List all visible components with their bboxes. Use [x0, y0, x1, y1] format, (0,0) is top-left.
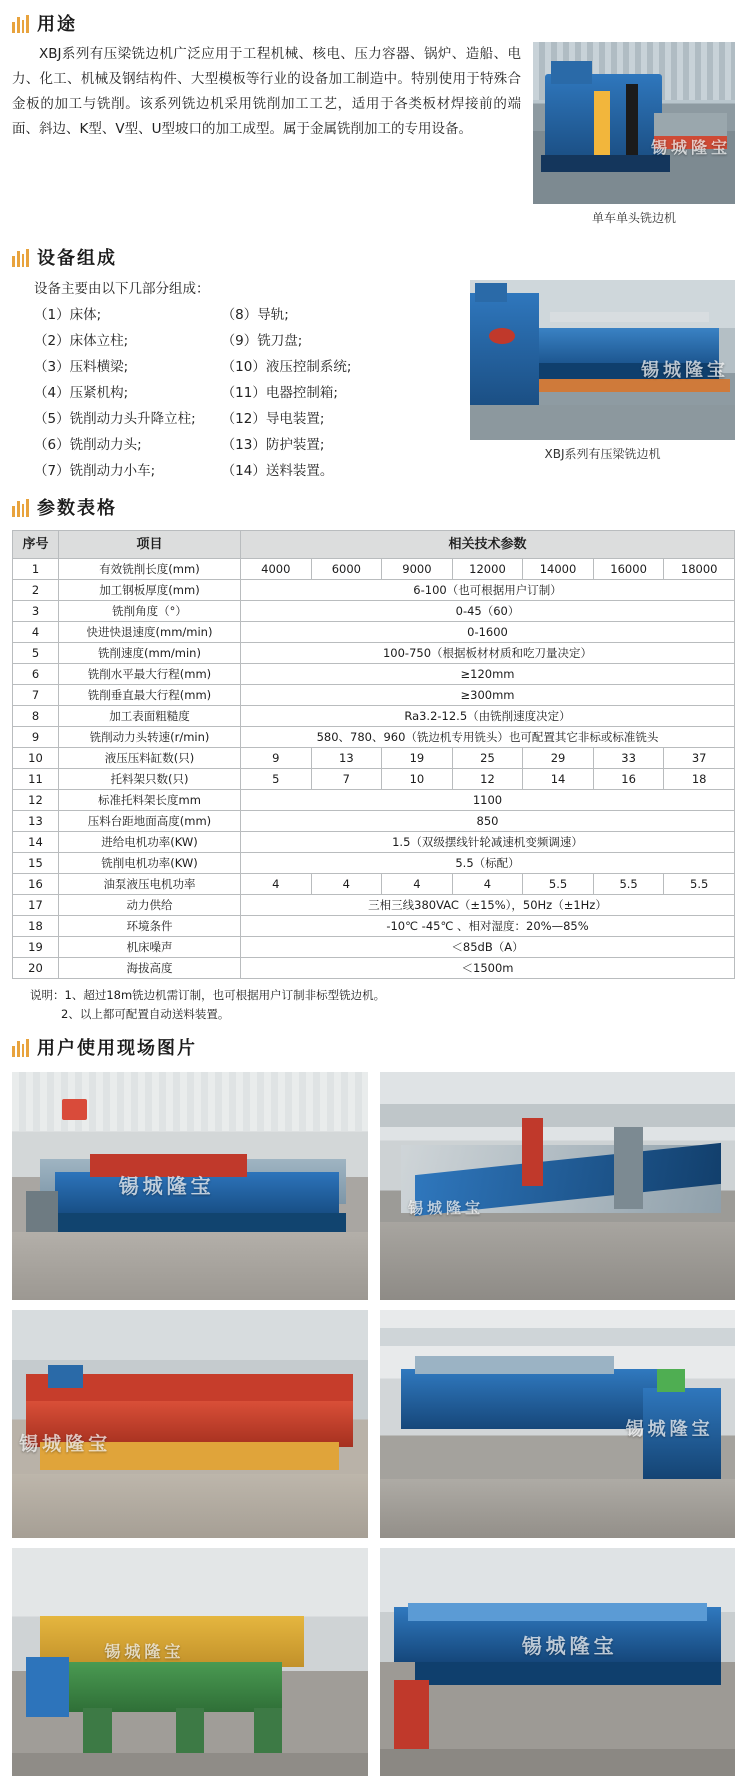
- cell-value: 13: [311, 748, 382, 769]
- cell-value: 19: [382, 748, 453, 769]
- gallery-photo-6[interactable]: [380, 1548, 736, 1776]
- cell-value: 9000: [382, 559, 453, 580]
- site-photo-gallery: [0, 1066, 747, 1776]
- section-heading-gallery: [12, 1034, 747, 1060]
- cell-item: 铣削速度(mm/min): [59, 643, 241, 664]
- cell-no: 17: [13, 895, 59, 916]
- cell-value: 1100: [241, 790, 735, 811]
- section-title-spec: 参数表格: [37, 498, 117, 519]
- cell-value: 4: [452, 874, 523, 895]
- cell-item: 进给电机功率(KW): [59, 832, 241, 853]
- list-item: （13）防护装置;: [221, 437, 325, 453]
- cell-no: 13: [13, 811, 59, 832]
- cell-no: 19: [13, 937, 59, 958]
- table-row: [13, 643, 735, 664]
- cell-item: 托料架只数(只): [59, 769, 241, 790]
- spec-table-body: [13, 559, 735, 979]
- watermark: 锡城隆宝: [118, 1174, 215, 1199]
- table-row: [13, 790, 735, 811]
- use-paragraph: XBJ系列有压梁铣边机广泛应用于工程机械、核电、压力容器、锅炉、造船、电力、化工、机械及钢结构件、大型模板等行业的设备加工制造中。特别使用于特殊合金板的加工与铣削。该系列铣边机采用铣削加工工艺，适用于各类板材焊接前的端面、斜边、K型、V型、U型坡口的加工成型。属于金属铣削加工的专用设备。: [12, 46, 521, 137]
- cell-no: 18: [13, 916, 59, 937]
- use-figure: [533, 42, 735, 226]
- col-header-params: 相关技术参数: [241, 531, 735, 559]
- cell-value: ＜1500m: [241, 958, 735, 979]
- cell-value: 5.5: [593, 874, 664, 895]
- cell-value: 4: [311, 874, 382, 895]
- cell-no: 5: [13, 643, 59, 664]
- cell-value: Ra3.2-12.5（由铣削速度决定）: [241, 706, 735, 727]
- section-heading-composition: [12, 244, 747, 270]
- list-item: （10）液压控制系统;: [221, 359, 352, 375]
- section-title-use: 用途: [37, 14, 77, 35]
- cell-value: 9: [241, 748, 312, 769]
- gallery-photo-2[interactable]: [380, 1072, 736, 1300]
- watermark: 锡城隆宝: [19, 1432, 112, 1455]
- cell-value: 850: [241, 811, 735, 832]
- table-row: [13, 769, 735, 790]
- cell-no: 3: [13, 601, 59, 622]
- note-line: 2、以上都可配置自动送料装置。: [61, 1007, 230, 1021]
- list-item: （14）送料装置。: [221, 463, 334, 479]
- cell-value: 5.5: [664, 874, 735, 895]
- cell-value: 10: [382, 769, 453, 790]
- cell-item: 快进快退速度(mm/min): [59, 622, 241, 643]
- composition-lists: [34, 302, 456, 484]
- cell-value: 16: [593, 769, 664, 790]
- cell-no: 10: [13, 748, 59, 769]
- cell-value: 5: [241, 769, 312, 790]
- use-block: [0, 42, 747, 234]
- use-figure-caption: 单车单头铣边机: [591, 211, 676, 225]
- cell-item: 铣削角度（°）: [59, 601, 241, 622]
- table-row: [13, 622, 735, 643]
- cell-no: 1: [13, 559, 59, 580]
- table-row: [13, 853, 735, 874]
- table-row: [13, 874, 735, 895]
- composition-column-1: [34, 302, 196, 484]
- table-row: [13, 895, 735, 916]
- cell-value: 100-750（根据板材材质和吃刀量决定）: [241, 643, 735, 664]
- cell-no: 8: [13, 706, 59, 727]
- cell-value: 7: [311, 769, 382, 790]
- cell-no: 11: [13, 769, 59, 790]
- cell-value: 12000: [452, 559, 523, 580]
- table-row: [13, 811, 735, 832]
- table-row: [13, 958, 735, 979]
- cell-value: 5.5: [523, 874, 594, 895]
- note-line: 说明：1、超过18m铣边机需订制，也可根据用户订制非标型铣边机。: [30, 988, 386, 1002]
- list-item: （3）压料横梁;: [34, 359, 129, 375]
- spec-notes: [30, 986, 735, 1024]
- cell-value: 14000: [523, 559, 594, 580]
- section-heading-use: [12, 10, 747, 36]
- composition-column-2: [222, 302, 352, 484]
- cell-value: 25: [452, 748, 523, 769]
- table-row: [13, 748, 735, 769]
- section-heading-spec: [12, 494, 747, 520]
- cell-value: 6-100（也可根据用户订制）: [241, 580, 735, 601]
- cell-value: ＜85dB（A）: [241, 937, 735, 958]
- cell-item: 压料台距地面高度(mm): [59, 811, 241, 832]
- composition-block: [0, 276, 747, 484]
- list-item: （4）压紧机构;: [34, 385, 129, 401]
- list-item: （7）铣削动力小车;: [34, 463, 156, 479]
- gallery-photo-5[interactable]: [12, 1548, 368, 1776]
- composition-lead: 设备主要由以下几部分组成：: [34, 281, 210, 297]
- composition-figure-caption: XBJ系列有压梁铣边机: [544, 447, 661, 461]
- composition-figure: [470, 280, 735, 462]
- table-header-row: [13, 531, 735, 559]
- cell-item: 铣削动力头转速(r/min): [59, 727, 241, 748]
- cell-value: 4: [382, 874, 453, 895]
- cell-item: 油泵液压电机功率: [59, 874, 241, 895]
- list-item: （5）铣削动力头升降立柱;: [34, 411, 196, 427]
- product-page: [0, 10, 747, 1790]
- cell-item: 有效铣削长度(mm): [59, 559, 241, 580]
- col-header-no: 序号: [13, 531, 59, 559]
- cell-value: ≥120mm: [241, 664, 735, 685]
- cell-no: 20: [13, 958, 59, 979]
- cell-no: 15: [13, 853, 59, 874]
- cell-value: 18: [664, 769, 735, 790]
- bars-icon: [12, 498, 29, 517]
- bars-icon: [12, 1038, 29, 1057]
- gallery-photo-1[interactable]: [12, 1072, 368, 1300]
- cell-no: 9: [13, 727, 59, 748]
- cell-value: 12: [452, 769, 523, 790]
- cell-no: 14: [13, 832, 59, 853]
- watermark: 锡城隆宝: [521, 1634, 618, 1659]
- cell-value: 4000: [241, 559, 312, 580]
- cell-item: 加工钢板厚度(mm): [59, 580, 241, 601]
- cell-no: 4: [13, 622, 59, 643]
- table-row: [13, 727, 735, 748]
- watermark: 锡城隆宝: [625, 1418, 714, 1440]
- watermark: 锡城隆宝: [407, 1199, 484, 1218]
- cell-value: 18000: [664, 559, 735, 580]
- bars-icon: [12, 248, 29, 267]
- cell-item: 液压压料缸数(只): [59, 748, 241, 769]
- cell-no: 12: [13, 790, 59, 811]
- table-row: [13, 580, 735, 601]
- table-row: [13, 916, 735, 937]
- bars-icon: [12, 14, 29, 33]
- list-item: （11）电器控制箱;: [221, 385, 338, 401]
- list-item: （2）床体立柱;: [34, 333, 129, 349]
- table-row: [13, 685, 735, 706]
- list-item: （8）导轨;: [221, 307, 289, 323]
- cell-item: 铣削水平最大行程(mm): [59, 664, 241, 685]
- table-row: [13, 601, 735, 622]
- col-header-item: 项目: [59, 531, 241, 559]
- cell-value: 33: [593, 748, 664, 769]
- gallery-photo-4[interactable]: [380, 1310, 736, 1538]
- section-title-composition: 设备组成: [37, 248, 117, 269]
- table-row: [13, 937, 735, 958]
- cell-item: 加工表面粗糙度: [59, 706, 241, 727]
- cell-item: 动力供给: [59, 895, 241, 916]
- cell-value: 6000: [311, 559, 382, 580]
- list-item: （9）铣刀盘;: [221, 333, 303, 349]
- cell-value: 16000: [593, 559, 664, 580]
- cell-value: 1.5（双级摆线针轮减速机变频调速）: [241, 832, 735, 853]
- cell-item: 海拔高度: [59, 958, 241, 979]
- cell-no: 6: [13, 664, 59, 685]
- cell-value: 0-1600: [241, 622, 735, 643]
- list-item: （6）铣削动力头;: [34, 437, 142, 453]
- list-item: （1）床体;: [34, 307, 102, 323]
- cell-value: 580、780、960（铣边机专用铣头）也可配置其它非标或标准铣头: [241, 727, 735, 748]
- spec-table-wrap: [0, 526, 747, 1024]
- table-row: [13, 832, 735, 853]
- table-row: [13, 664, 735, 685]
- cell-item: 机床噪声: [59, 937, 241, 958]
- cell-item: 环境条件: [59, 916, 241, 937]
- cell-no: 16: [13, 874, 59, 895]
- table-row: [13, 559, 735, 580]
- table-row: [13, 706, 735, 727]
- section-title-gallery: 用户使用现场图片: [37, 1038, 197, 1059]
- cell-value: ≥300mm: [241, 685, 735, 706]
- cell-no: 2: [13, 580, 59, 601]
- cell-value: 14: [523, 769, 594, 790]
- cell-value: 37: [664, 748, 735, 769]
- cell-value: -10℃ -45℃ 、相对湿度：20%—85%: [241, 916, 735, 937]
- photo-xbj-series-machine: 锡城隆宝: [470, 280, 735, 440]
- cell-no: 7: [13, 685, 59, 706]
- cell-value: 5.5（标配）: [241, 853, 735, 874]
- cell-item: 铣削电机功率(KW): [59, 853, 241, 874]
- list-item: （12）导电装置;: [221, 411, 325, 427]
- watermark: 锡城隆宝: [104, 1642, 185, 1662]
- photo-single-head-machine: 锡城隆宝: [533, 42, 735, 204]
- spec-table: [12, 530, 735, 979]
- gallery-photo-3[interactable]: [12, 1310, 368, 1538]
- cell-value: 三相三线380VAC（±15%），50Hz（±1Hz）: [241, 895, 735, 916]
- cell-item: 标准托料架长度mm: [59, 790, 241, 811]
- cell-value: 4: [241, 874, 312, 895]
- cell-value: 29: [523, 748, 594, 769]
- cell-item: 铣削垂直最大行程(mm): [59, 685, 241, 706]
- cell-value: 0-45（60）: [241, 601, 735, 622]
